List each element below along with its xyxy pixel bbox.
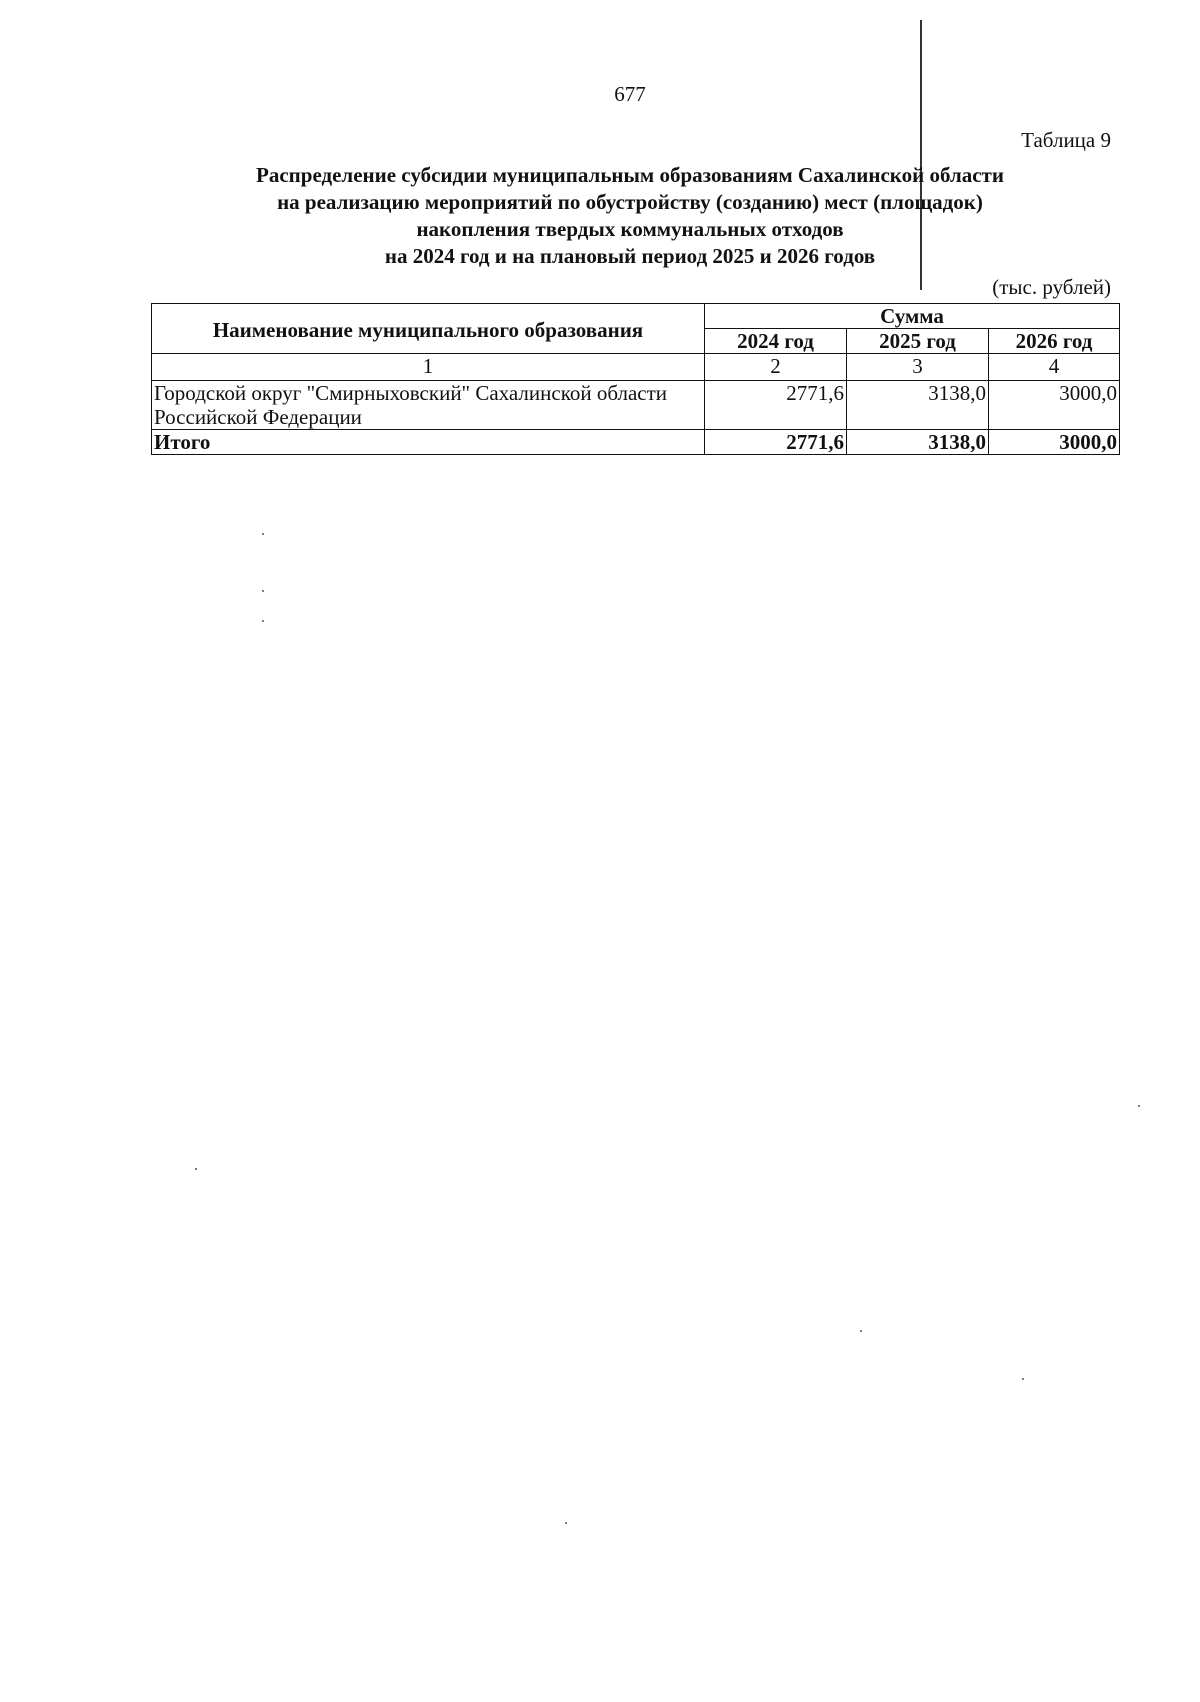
total-row [152, 430, 1120, 455]
title-line: на 2024 год и на плановый период 2025 и 2026 годов [384, 244, 876, 268]
column-header-year: 2026 год [989, 329, 1120, 354]
column-number-row [152, 354, 1120, 381]
scan-speck [262, 590, 264, 592]
document-title [150, 162, 1110, 270]
column-header-year: 2025 год [847, 329, 989, 354]
scan-speck [262, 533, 264, 535]
total-value: 3138,0 [847, 430, 989, 455]
column-number: 4 [989, 354, 1120, 381]
value-cell: 3138,0 [847, 381, 989, 430]
municipality-name: Городской округ "Смирныховский" Сахалинской области Российской Федерации [152, 381, 705, 430]
title-line: накопления твердых коммунальных отходов [416, 217, 844, 241]
scan-speck [1138, 1105, 1140, 1107]
column-number: 3 [847, 354, 989, 381]
total-label: Итого [152, 430, 705, 455]
scan-speck [195, 1168, 197, 1170]
scan-speck [860, 1330, 862, 1332]
header-row [152, 304, 1120, 329]
value-cell: 2771,6 [705, 381, 847, 430]
scan-speck [262, 620, 264, 622]
column-header-year: 2024 год [705, 329, 847, 354]
column-number: 1 [152, 354, 705, 381]
total-value: 3000,0 [989, 430, 1120, 455]
column-header-sum: Сумма [705, 304, 1120, 329]
column-number: 2 [705, 354, 847, 381]
subsidy-table [151, 303, 1120, 455]
title-line: на реализацию мероприятий по обустройству (созданию) мест (площадок) [277, 190, 983, 214]
scan-speck [565, 1522, 567, 1524]
units-note: (тыс. рублей) [992, 275, 1111, 299]
column-header-name: Наименование муниципального образования [152, 304, 705, 354]
title-line: Распределение субсидии муниципальным образованиям Сахалинской области [256, 163, 1004, 187]
table-label: Таблица 9 [1021, 128, 1111, 152]
table-row [152, 381, 1120, 430]
total-value: 2771,6 [705, 430, 847, 455]
page-number: 677 [614, 82, 646, 106]
scan-speck [1022, 1378, 1024, 1380]
value-cell: 3000,0 [989, 381, 1120, 430]
